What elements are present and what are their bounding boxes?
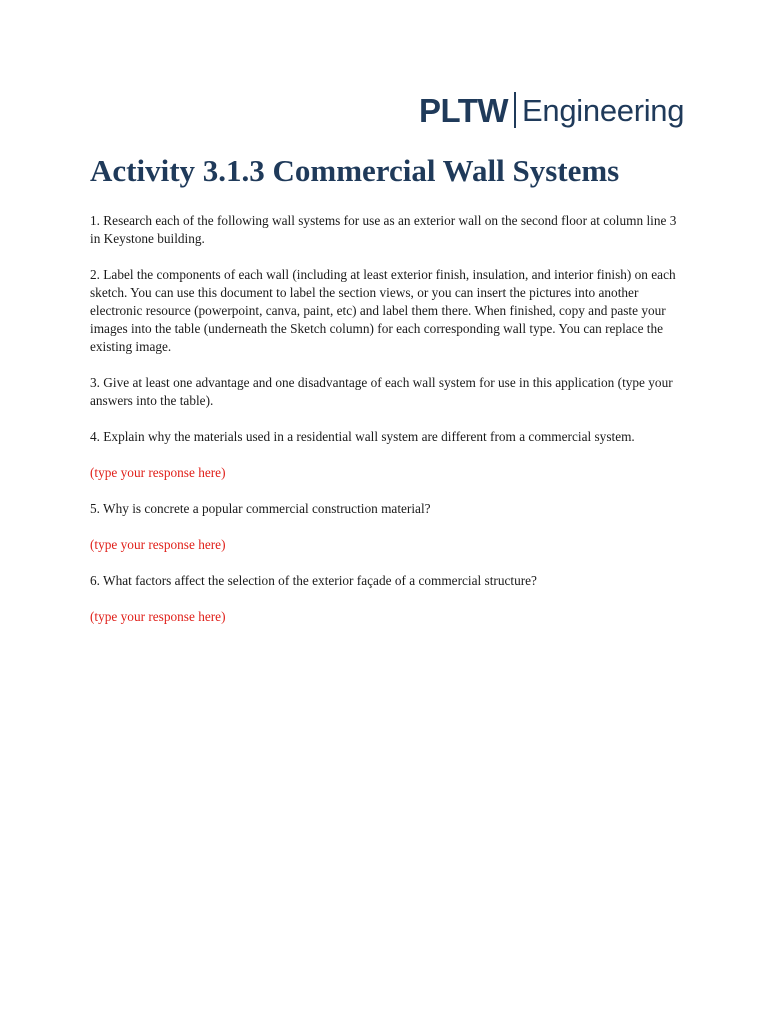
logo-divider bbox=[514, 92, 516, 128]
document-body bbox=[90, 212, 680, 644]
question-6: 6. What factors affect the selection of the exterior façade of a commercial structure? bbox=[90, 573, 537, 588]
logo-word: Engineering bbox=[522, 92, 685, 128]
instruction-1: 1. Research each of the following wall systems for use as an exterior wall on the second floor at column line 3 in Keystone building. bbox=[90, 213, 677, 246]
pltw-engineering-logo bbox=[419, 92, 684, 128]
question-5: 5. Why is concrete a popular commercial construction material? bbox=[90, 501, 431, 516]
response-placeholder-4[interactable]: (type your response here) bbox=[90, 465, 226, 480]
response-placeholder-6[interactable]: (type your response here) bbox=[90, 609, 226, 624]
question-4: 4. Explain why the materials used in a residential wall system are different from a commercial system. bbox=[90, 429, 635, 444]
instruction-2: 2. Label the components of each wall (including at least exterior finish, insulation, and interior finish) on each sketch. You can use this document to label the section views, or you can insert the pictures into another electronic resource (powerpoint, canva, paint, etc) and label them there. When finished, copy and paste your images into the table (underneath the Sketch column) for each corresponding wall type. You can replace the existing image. bbox=[90, 267, 676, 354]
logo-mark: PLTW bbox=[419, 91, 509, 129]
page-title: Activity 3.1.3 Commercial Wall Systems bbox=[90, 153, 620, 188]
response-placeholder-5[interactable]: (type your response here) bbox=[90, 537, 226, 552]
instruction-3: 3. Give at least one advantage and one disadvantage of each wall system for use in this application (type your answers into the table). bbox=[90, 375, 673, 408]
